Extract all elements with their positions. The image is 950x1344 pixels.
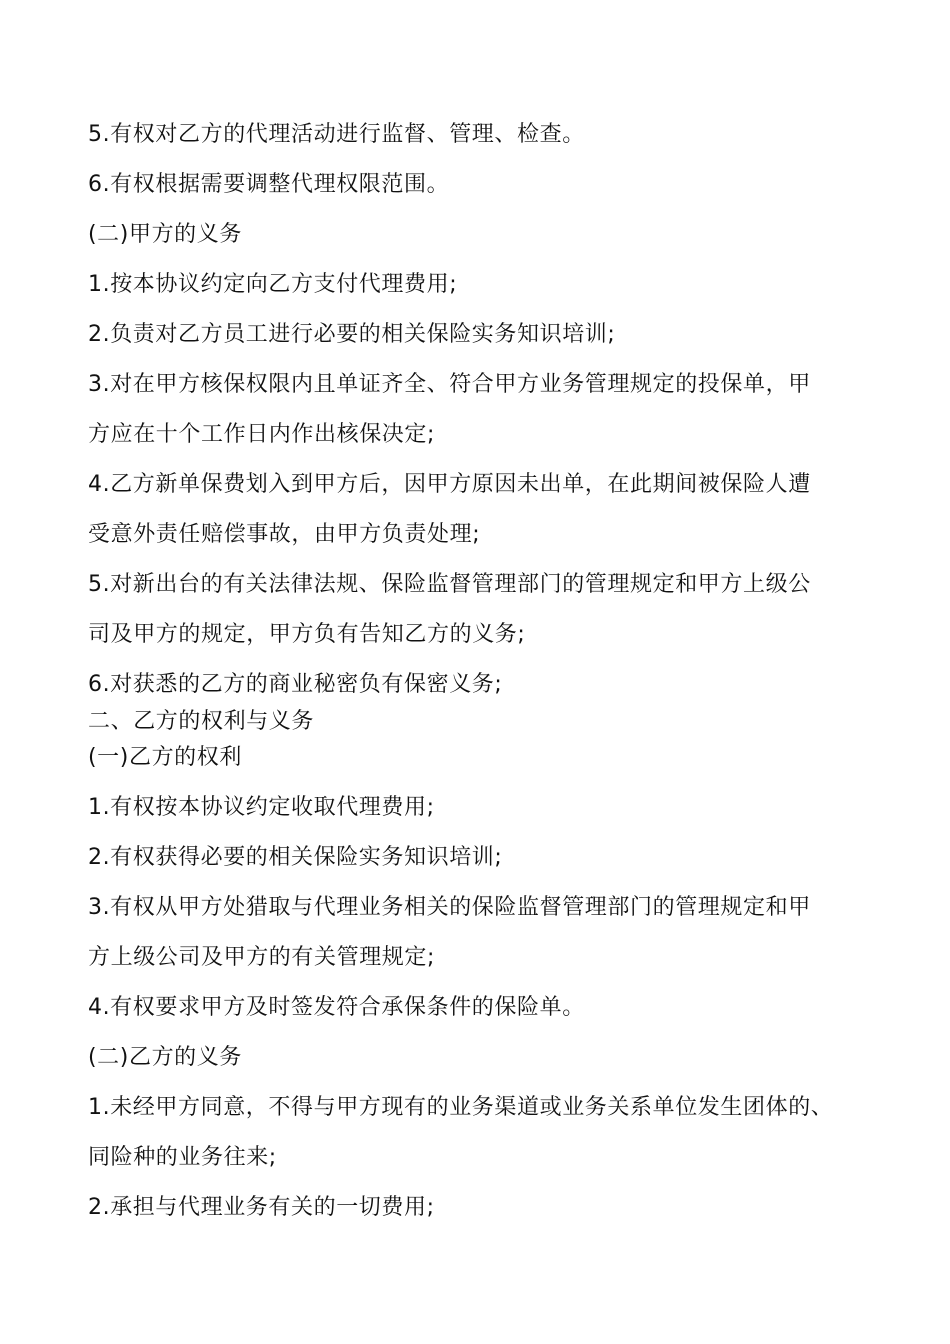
text-line: 5.有权对乙方的代理活动进行监督、管理、检查。 — [88, 122, 585, 147]
text-line: 1.未经甲方同意，不得与甲方现有的业务渠道或业务关系单位发生团体的、 — [88, 1095, 834, 1120]
text-line: 受意外责任赔偿事故，由甲方负责处理; — [88, 522, 481, 547]
text-line: 1.有权按本协议约定收取代理费用; — [88, 795, 435, 820]
text-line: 5.对新出台的有关法律法规、保险监督管理部门的管理规定和甲方上级公 — [88, 572, 811, 597]
text-line: 2.负责对乙方员工进行必要的相关保险实务知识培训; — [88, 322, 616, 347]
text-line: 方应在十个工作日内作出核保决定; — [88, 422, 436, 447]
text-line: 4.有权要求甲方及时签发符合承保条件的保险单。 — [88, 995, 585, 1020]
text-line: 6.有权根据需要调整代理权限范围。 — [88, 172, 450, 197]
text-line: 司及甲方的规定，甲方负有告知乙方的义务; — [88, 622, 526, 647]
text-line: 同险种的业务往来; — [88, 1145, 277, 1170]
text-line: 2.有权获得必要的相关保险实务知识培训; — [88, 845, 503, 870]
text-line: 方上级公司及甲方的有关管理规定; — [88, 945, 436, 970]
text-line: 3.对在甲方核保权限内且单证齐全、符合甲方业务管理规定的投保单，甲 — [88, 372, 811, 397]
text-line: 1.按本协议约定向乙方支付代理费用; — [88, 272, 458, 297]
text-line: 4.乙方新单保费划入到甲方后，因甲方原因未出单，在此期间被保险人遭 — [88, 472, 811, 497]
section-heading: (一)乙方的权利 — [88, 745, 242, 770]
text-line: 6.对获悉的乙方的商业秘密负有保密义务; — [88, 672, 503, 697]
section-heading: (二)甲方的义务 — [88, 222, 242, 247]
text-line: 2.承担与代理业务有关的一切费用; — [88, 1195, 435, 1220]
chapter-heading: 二、乙方的权利与义务 — [88, 709, 315, 734]
section-heading: (二)乙方的义务 — [88, 1045, 242, 1070]
text-line: 3.有权从甲方处猎取与代理业务相关的保险监督管理部门的管理规定和甲 — [88, 895, 811, 920]
